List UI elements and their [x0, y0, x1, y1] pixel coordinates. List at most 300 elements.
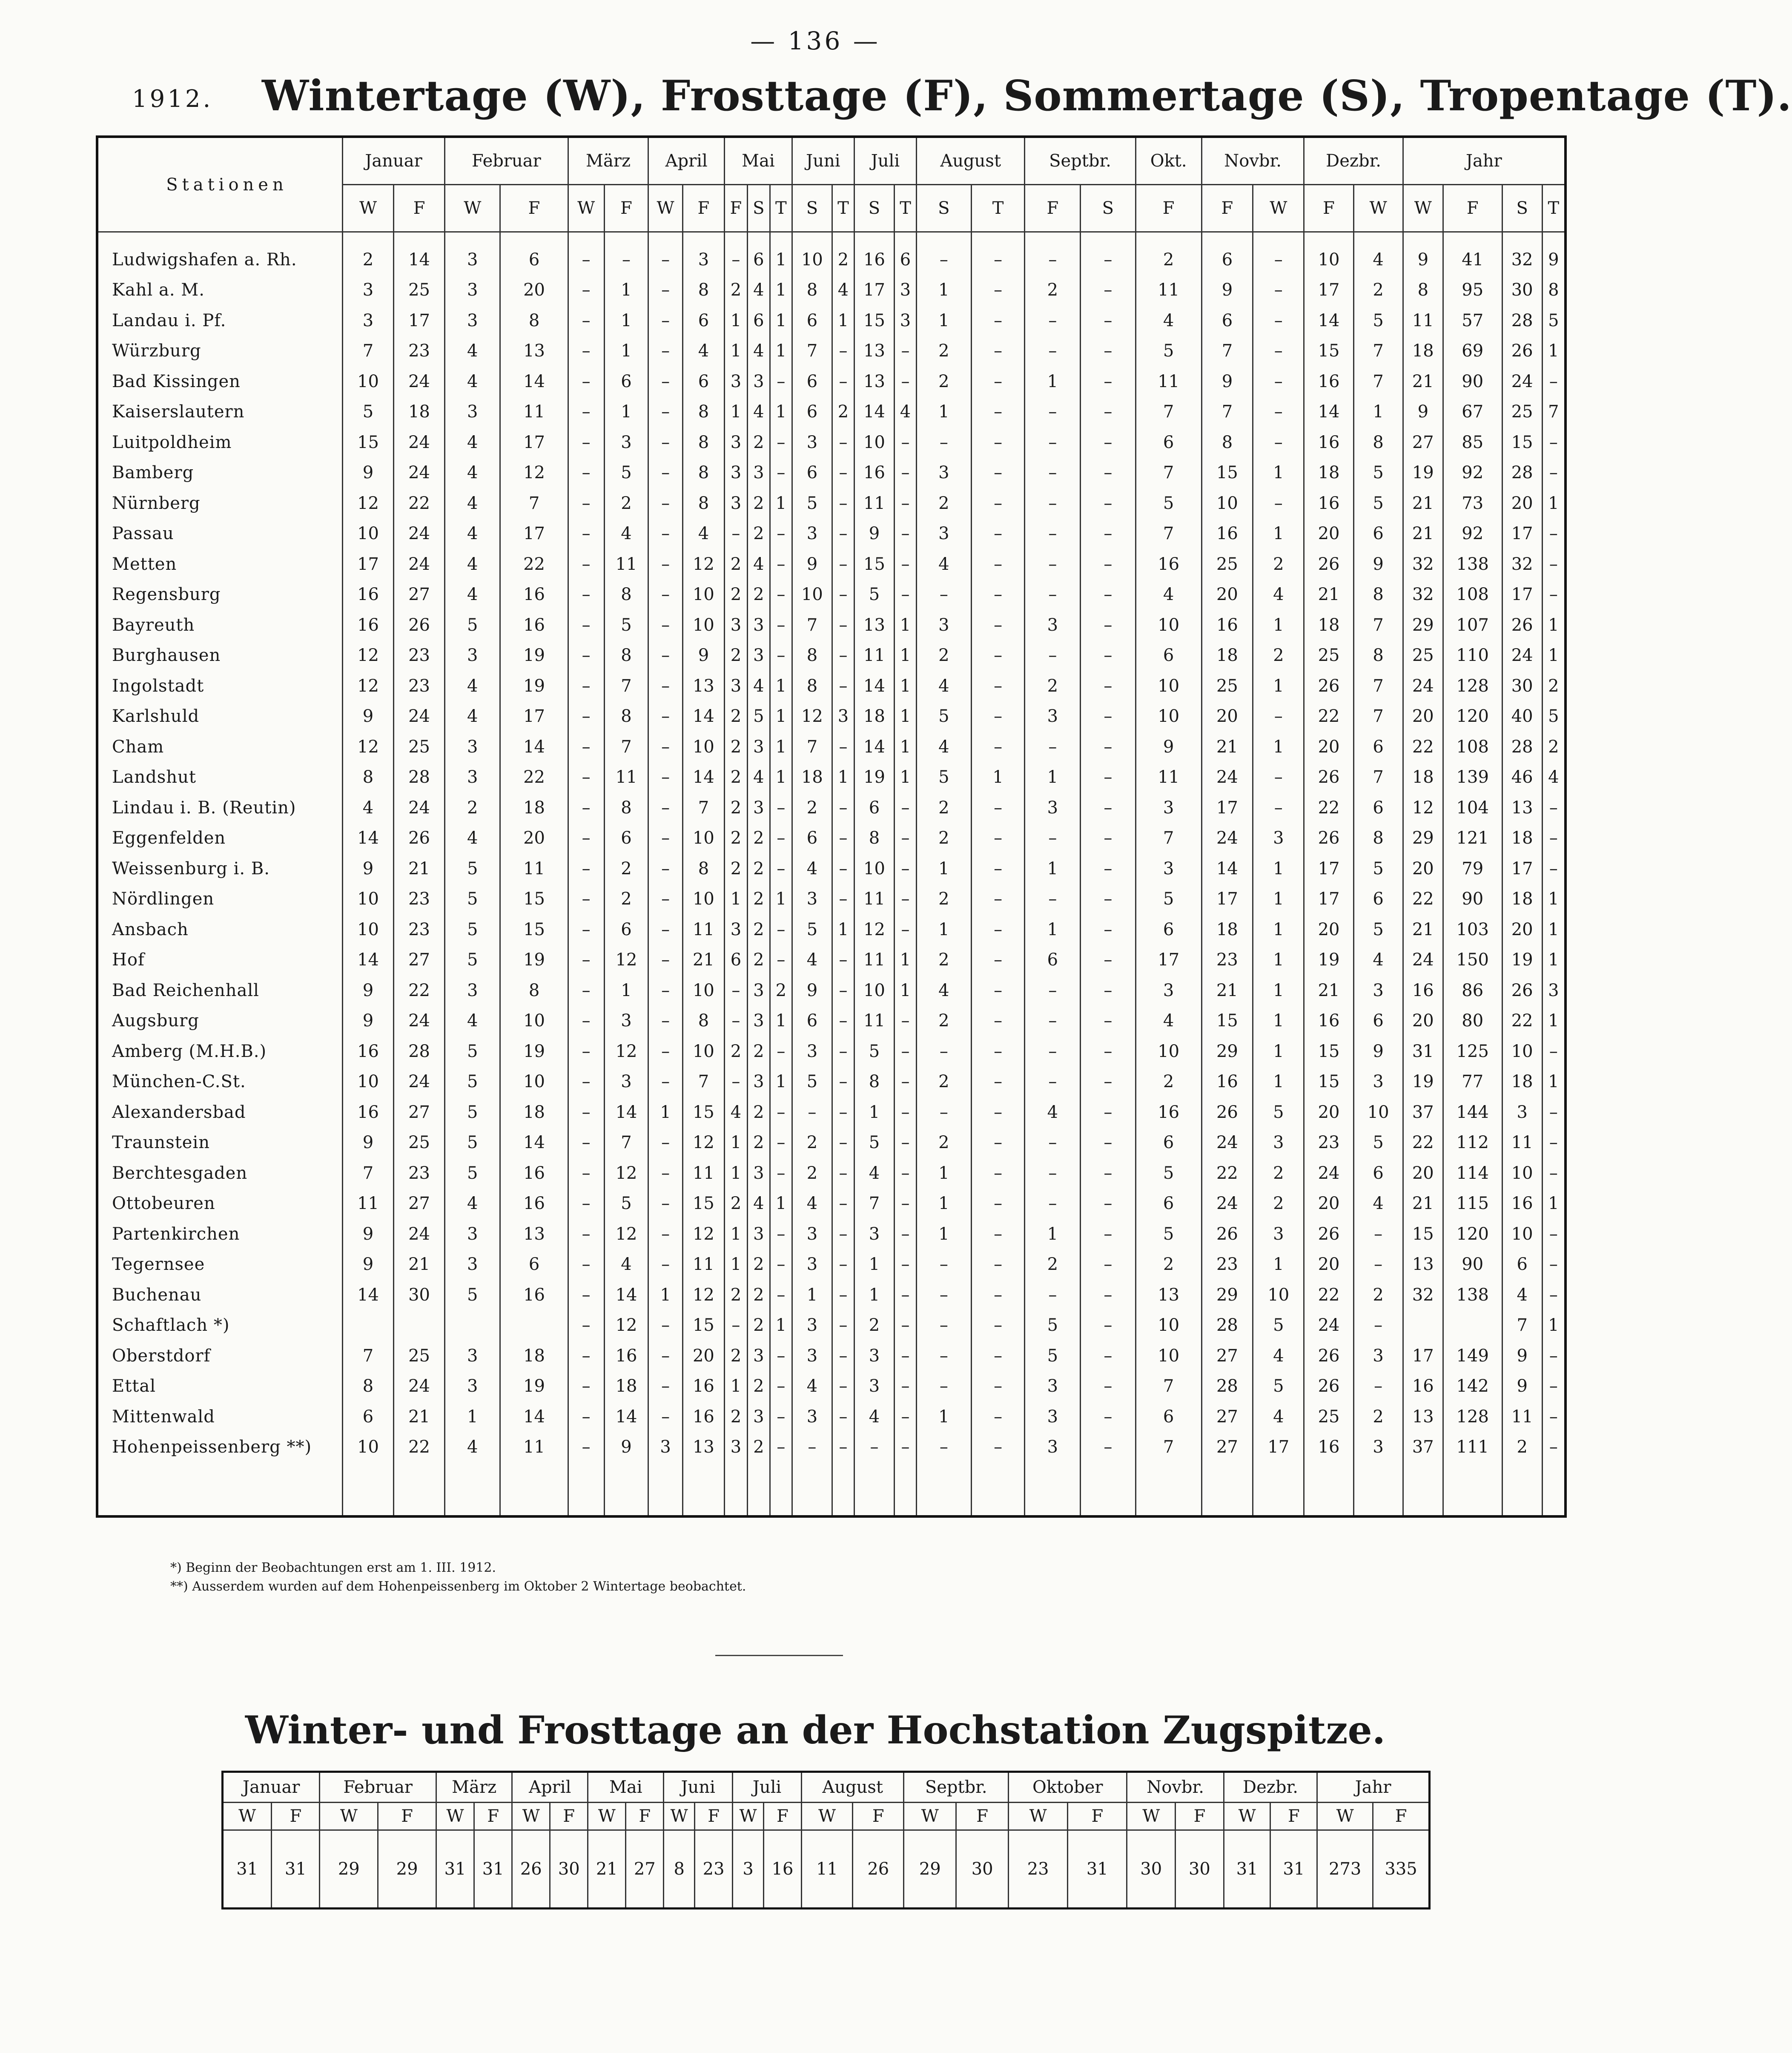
value-cell: 9	[1201, 275, 1253, 306]
value-cell: 5	[445, 1097, 500, 1128]
value-cell: 2	[725, 1036, 748, 1067]
value-cell: 10	[1135, 1036, 1201, 1067]
table-row	[97, 1401, 1565, 1432]
sub-header: F	[682, 185, 724, 232]
zugspitze-sub: F	[1270, 1803, 1317, 1830]
value-cell: 10	[1135, 1341, 1201, 1371]
value-cell: 1	[916, 275, 971, 306]
value-cell: 9	[792, 975, 832, 1006]
sub-header: S	[916, 185, 971, 232]
value-cell: 4	[725, 1097, 748, 1128]
value-cell: –	[1081, 458, 1135, 488]
sub-header: T	[895, 185, 917, 232]
value-cell: –	[832, 640, 854, 671]
zugspitze-value: 29	[320, 1830, 378, 1909]
value-cell: 37	[1403, 1097, 1443, 1128]
value-cell: 22	[1403, 732, 1443, 762]
value-cell: –	[770, 610, 792, 640]
value-cell: –	[648, 549, 682, 580]
value-cell: 37	[1403, 1432, 1443, 1463]
value-cell	[394, 1310, 445, 1341]
value-cell: 77	[1443, 1067, 1502, 1097]
value-cell: 3	[792, 1310, 832, 1341]
value-cell: –	[971, 458, 1025, 488]
value-cell: 2	[792, 1128, 832, 1158]
value-cell: 15	[1502, 427, 1542, 458]
sub-header: S	[854, 185, 894, 232]
sub-header: S	[1081, 185, 1135, 232]
value-cell: 14	[682, 701, 724, 732]
value-cell: 24	[1201, 823, 1253, 854]
station-name: Berchtesgaden	[97, 1158, 343, 1189]
value-cell: 14	[1304, 397, 1353, 428]
value-cell: –	[648, 884, 682, 915]
value-cell: 15	[682, 1310, 724, 1341]
value-cell: –	[568, 823, 604, 854]
value-cell: 20	[1201, 580, 1253, 610]
station-name: Würzburg	[97, 336, 343, 367]
value-cell: 24	[1403, 671, 1443, 701]
value-cell: –	[832, 1219, 854, 1249]
value-cell: 14	[854, 732, 894, 762]
value-cell: 2	[747, 427, 770, 458]
value-cell: 2	[725, 701, 748, 732]
value-cell: 9	[1353, 549, 1403, 580]
value-cell: 23	[394, 640, 445, 671]
value-cell: 1	[895, 945, 917, 976]
value-cell: 3	[1135, 792, 1201, 823]
value-cell: –	[971, 1432, 1025, 1463]
value-cell: 1	[1353, 397, 1403, 428]
value-cell: –	[648, 975, 682, 1006]
value-cell: 128	[1443, 671, 1502, 701]
value-cell: 24	[394, 1371, 445, 1402]
value-cell: 15	[854, 549, 894, 580]
value-cell: –	[725, 1067, 748, 1097]
value-cell: 5	[445, 1128, 500, 1158]
value-cell: 3	[445, 1249, 500, 1280]
value-cell: 103	[1443, 914, 1502, 945]
empty-cell	[725, 1462, 748, 1516]
value-cell: 2	[747, 488, 770, 519]
value-cell: –	[895, 580, 917, 610]
value-cell: 10	[682, 823, 724, 854]
footnote-1: *) Beginn der Beobachtungen erst am 1. III. 1912.	[170, 1560, 496, 1575]
value-cell: –	[1081, 732, 1135, 762]
value-cell: 1	[1542, 1067, 1565, 1097]
zugspitze-month: Dezbr.	[1224, 1772, 1317, 1803]
value-cell: –	[971, 823, 1025, 854]
value-cell: –	[568, 1006, 604, 1037]
zugspitze-sub: F	[1176, 1803, 1224, 1830]
empty-cell	[770, 1462, 792, 1516]
value-cell: 16	[1304, 366, 1353, 397]
value-cell: 17	[1253, 1432, 1304, 1463]
value-cell: 7	[1353, 610, 1403, 640]
value-cell: 4	[1253, 1341, 1304, 1371]
value-cell: 26	[1201, 1097, 1253, 1128]
value-cell: 5	[445, 853, 500, 884]
value-cell: 22	[1403, 1128, 1443, 1158]
value-cell: 4	[445, 1189, 500, 1219]
value-cell: 27	[1201, 1432, 1253, 1463]
value-cell: 24	[394, 458, 445, 488]
value-cell: 139	[1443, 762, 1502, 793]
value-cell: –	[568, 549, 604, 580]
value-cell: 24	[394, 792, 445, 823]
value-cell: 9	[343, 458, 394, 488]
zugspitze-value: 11	[801, 1830, 852, 1909]
value-cell: 1	[725, 305, 748, 336]
value-cell: 1	[770, 305, 792, 336]
value-cell: 25	[1201, 549, 1253, 580]
value-cell: 6	[682, 366, 724, 397]
value-cell: 3	[854, 1371, 894, 1402]
value-cell: 2	[725, 762, 748, 793]
value-cell: 3	[343, 275, 394, 306]
value-cell: 3	[1353, 975, 1403, 1006]
value-cell: 5	[445, 945, 500, 976]
value-cell: –	[832, 336, 854, 367]
value-cell: 10	[682, 732, 724, 762]
zugspitze-sub: F	[695, 1803, 733, 1830]
value-cell: 1	[1253, 732, 1304, 762]
value-cell: –	[648, 914, 682, 945]
value-cell: 4	[445, 823, 500, 854]
value-cell: –	[971, 397, 1025, 428]
value-cell: 8	[343, 762, 394, 793]
value-cell: 19	[854, 762, 894, 793]
value-cell: 1	[1253, 458, 1304, 488]
value-cell: 2	[1253, 1158, 1304, 1189]
value-cell: 5	[604, 1189, 648, 1219]
value-cell: 10	[1135, 671, 1201, 701]
value-cell: –	[971, 1036, 1025, 1067]
value-cell: 16	[1201, 1067, 1253, 1097]
zugspitze-value: 16	[763, 1830, 801, 1909]
station-name: Tegernsee	[97, 1249, 343, 1280]
value-cell: 2	[916, 1128, 971, 1158]
value-cell: –	[770, 580, 792, 610]
value-cell: 10	[1353, 1097, 1403, 1128]
value-cell: 12	[604, 1219, 648, 1249]
value-cell: –	[971, 914, 1025, 945]
station-name: Nürnberg	[97, 488, 343, 519]
value-cell: 6	[343, 1401, 394, 1432]
empty-cell	[568, 1462, 604, 1516]
table-row	[97, 336, 1565, 367]
value-cell: –	[770, 1219, 792, 1249]
value-cell: 3	[747, 366, 770, 397]
value-cell: –	[916, 580, 971, 610]
value-cell: 73	[1443, 488, 1502, 519]
value-cell: –	[832, 366, 854, 397]
value-cell: –	[895, 914, 917, 945]
zugspitze-sub: F	[1068, 1803, 1127, 1830]
value-cell: 14	[343, 945, 394, 976]
value-cell: –	[1025, 1189, 1081, 1219]
value-cell: 26	[1502, 610, 1542, 640]
value-cell: –	[971, 792, 1025, 823]
value-cell: 19	[500, 945, 568, 976]
value-cell: –	[568, 1158, 604, 1189]
value-cell: 1	[770, 397, 792, 428]
value-cell: –	[1253, 305, 1304, 336]
value-cell: –	[895, 366, 917, 397]
value-cell: –	[1025, 1036, 1081, 1067]
station-name: Ingolstadt	[97, 671, 343, 701]
value-cell: 29	[1403, 823, 1443, 854]
value-cell: 9	[1502, 1341, 1542, 1371]
value-cell: –	[895, 1006, 917, 1037]
value-cell: 1	[832, 305, 854, 336]
value-cell: 20	[1502, 488, 1542, 519]
value-cell: –	[1025, 732, 1081, 762]
zugspitze-value: 26	[512, 1830, 550, 1909]
value-cell: 24	[1201, 1128, 1253, 1158]
value-cell: 10	[682, 580, 724, 610]
sub-header: T	[770, 185, 792, 232]
value-cell: 20	[1304, 1097, 1353, 1128]
value-cell: 7	[343, 1158, 394, 1189]
value-cell: –	[604, 232, 648, 275]
value-cell: 1	[895, 610, 917, 640]
value-cell: –	[1081, 1432, 1135, 1463]
value-cell: –	[568, 519, 604, 549]
value-cell: –	[568, 458, 604, 488]
station-name: Ottobeuren	[97, 1189, 343, 1219]
value-cell: 16	[682, 1371, 724, 1402]
station-name: Lindau i. B. (Reutin)	[97, 792, 343, 823]
value-cell: 3	[747, 1158, 770, 1189]
value-cell: 138	[1443, 1280, 1502, 1310]
value-cell: 18	[1201, 640, 1253, 671]
station-name: Bamberg	[97, 458, 343, 488]
value-cell: –	[568, 336, 604, 367]
value-cell: 1	[916, 1158, 971, 1189]
value-cell: –	[792, 1432, 832, 1463]
value-cell: 2	[916, 945, 971, 976]
empty-cell	[971, 1462, 1025, 1516]
value-cell: –	[1081, 1401, 1135, 1432]
value-cell: 23	[394, 1158, 445, 1189]
value-cell: –	[971, 1310, 1025, 1341]
value-cell: 3	[747, 458, 770, 488]
value-cell: 25	[1304, 640, 1353, 671]
empty-cell	[445, 1462, 500, 1516]
value-cell: –	[971, 701, 1025, 732]
table-row	[97, 1067, 1565, 1097]
value-cell: –	[1081, 1067, 1135, 1097]
value-cell: 3	[747, 1341, 770, 1371]
value-cell: 20	[1403, 1158, 1443, 1189]
value-cell: –	[971, 549, 1025, 580]
value-cell: 1	[1025, 366, 1081, 397]
value-cell: 5	[445, 914, 500, 945]
value-cell: –	[770, 823, 792, 854]
value-cell: 18	[854, 701, 894, 732]
value-cell: 26	[1502, 975, 1542, 1006]
value-cell: –	[832, 610, 854, 640]
value-cell: –	[895, 884, 917, 915]
value-cell: 11	[854, 1006, 894, 1037]
value-cell: 22	[1304, 792, 1353, 823]
value-cell: –	[895, 1432, 917, 1463]
value-cell: 9	[604, 1432, 648, 1463]
station-name: Alexandersbad	[97, 1097, 343, 1128]
value-cell: 12	[682, 1280, 724, 1310]
sub-header: S	[747, 185, 770, 232]
value-cell: 18	[1304, 610, 1353, 640]
value-cell: –	[1081, 366, 1135, 397]
sub-header: F	[725, 185, 748, 232]
value-cell: 7	[1135, 519, 1201, 549]
value-cell: 4	[916, 975, 971, 1006]
value-cell: 9	[1403, 232, 1443, 275]
station-name: Bayreuth	[97, 610, 343, 640]
value-cell: –	[648, 1067, 682, 1097]
value-cell: –	[895, 1158, 917, 1189]
value-cell: 2	[792, 1158, 832, 1189]
value-cell: –	[1081, 823, 1135, 854]
sub-header: F	[604, 185, 648, 232]
value-cell: –	[648, 823, 682, 854]
value-cell: 7	[792, 336, 832, 367]
value-cell: –	[971, 1249, 1025, 1280]
value-cell: –	[832, 823, 854, 854]
zugspitze-value: 31	[474, 1830, 512, 1909]
value-cell: 7	[604, 1128, 648, 1158]
value-cell: 3	[792, 1036, 832, 1067]
value-cell: 1	[648, 1280, 682, 1310]
value-cell: 27	[394, 580, 445, 610]
station-name: Ansbach	[97, 914, 343, 945]
value-cell: 14	[1304, 305, 1353, 336]
value-cell: 1	[1253, 671, 1304, 701]
value-cell: 18	[1502, 823, 1542, 854]
station-name: Schaftlach *)	[97, 1310, 343, 1341]
value-cell: 2	[1502, 1432, 1542, 1463]
value-cell: 1	[770, 762, 792, 793]
zugspitze-sub-row	[223, 1803, 1430, 1830]
value-cell: 2	[916, 640, 971, 671]
zugspitze-month: Septbr.	[904, 1772, 1009, 1803]
value-cell: 11	[604, 549, 648, 580]
value-cell: 1	[895, 732, 917, 762]
sub-header: S	[792, 185, 832, 232]
value-cell: 12	[792, 701, 832, 732]
table-row	[97, 1371, 1565, 1402]
value-cell: 26	[394, 823, 445, 854]
value-cell: 6	[725, 945, 748, 976]
value-cell: –	[1081, 1341, 1135, 1371]
value-cell: –	[648, 1371, 682, 1402]
station-name: Bad Kissingen	[97, 366, 343, 397]
value-cell: –	[971, 853, 1025, 884]
value-cell: 7	[1135, 1371, 1201, 1402]
value-cell: 2	[854, 1310, 894, 1341]
value-cell: 10	[1304, 232, 1353, 275]
value-cell: 3	[1135, 853, 1201, 884]
value-cell: 14	[500, 1401, 568, 1432]
value-cell: –	[1025, 305, 1081, 336]
value-cell: 4	[604, 1249, 648, 1280]
value-cell: 17	[394, 305, 445, 336]
value-cell: 15	[1201, 1006, 1253, 1037]
sub-header: W	[1403, 185, 1443, 232]
table-row	[97, 1158, 1565, 1189]
value-cell: 14	[500, 1128, 568, 1158]
value-cell: –	[832, 853, 854, 884]
value-cell: 2	[1542, 732, 1565, 762]
zugspitze-month: Juni	[664, 1772, 733, 1803]
value-cell: 1	[895, 975, 917, 1006]
value-cell: –	[895, 549, 917, 580]
value-cell: 2	[725, 640, 748, 671]
value-cell: 3	[648, 1432, 682, 1463]
month-header: Juli	[854, 137, 916, 185]
value-cell: 26	[1304, 762, 1353, 793]
value-cell: 14	[343, 823, 394, 854]
value-cell: 28	[1201, 1310, 1253, 1341]
value-cell: –	[895, 1097, 917, 1128]
value-cell: 10	[1253, 1280, 1304, 1310]
sub-header: W	[1253, 185, 1304, 232]
value-cell: 16	[1135, 1097, 1201, 1128]
value-cell: 20	[1304, 732, 1353, 762]
value-cell: 3	[725, 427, 748, 458]
value-cell: –	[832, 975, 854, 1006]
value-cell: –	[916, 1097, 971, 1128]
value-cell: 1	[725, 336, 748, 367]
value-cell: 10	[792, 580, 832, 610]
value-cell: –	[1081, 975, 1135, 1006]
value-cell: 24	[394, 549, 445, 580]
value-cell: 31	[1403, 1036, 1443, 1067]
value-cell: –	[1081, 610, 1135, 640]
value-cell: 8	[1353, 580, 1403, 610]
value-cell: 7	[500, 488, 568, 519]
value-cell: –	[1542, 427, 1565, 458]
value-cell: 2	[1353, 1280, 1403, 1310]
value-cell: 2	[747, 1249, 770, 1280]
value-cell: –	[854, 1432, 894, 1463]
value-cell: –	[770, 1158, 792, 1189]
value-cell: 23	[394, 914, 445, 945]
value-cell: –	[568, 671, 604, 701]
zugspitze-title: Winter- und Frosttage an der Hochstation Zugspitze.	[245, 1708, 1386, 1753]
value-cell: 3	[343, 305, 394, 336]
table-row	[97, 671, 1565, 701]
table-row	[97, 945, 1565, 976]
value-cell: –	[770, 1097, 792, 1128]
value-cell: 30	[1502, 671, 1542, 701]
value-cell: 1	[770, 701, 792, 732]
value-cell: 8	[682, 427, 724, 458]
month-header: August	[916, 137, 1025, 185]
value-cell: 3	[725, 671, 748, 701]
value-cell: 6	[747, 305, 770, 336]
value-cell: 4	[445, 1432, 500, 1463]
value-cell: 9	[343, 1219, 394, 1249]
sub-header: F	[1304, 185, 1353, 232]
value-cell: 8	[1542, 275, 1565, 306]
value-cell: –	[648, 519, 682, 549]
value-cell: –	[568, 1219, 604, 1249]
value-cell: –	[832, 427, 854, 458]
value-cell: –	[971, 640, 1025, 671]
value-cell: 3	[747, 1067, 770, 1097]
